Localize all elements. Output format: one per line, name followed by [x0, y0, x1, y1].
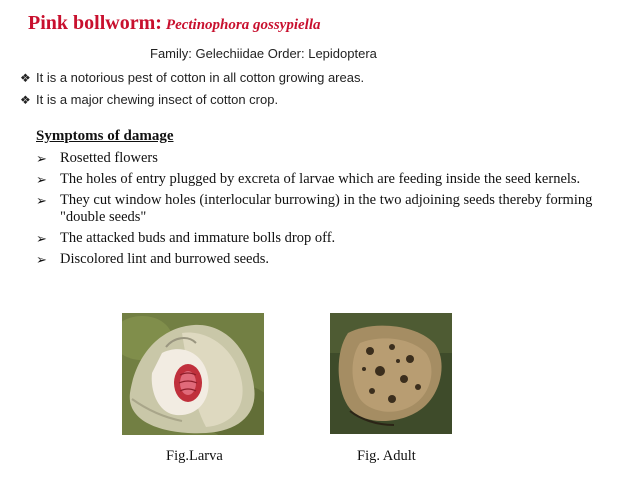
larva-illustration [122, 313, 264, 435]
species-name: Pectinophora gossypiella [165, 17, 321, 33]
larva-caption: Fig.Larva [166, 448, 223, 464]
symptoms-heading: Symptoms of damage [36, 128, 174, 144]
intro-bullet-text: It is a notorious pest of cotton in all cotton growing areas. [36, 70, 365, 85]
list-item [36, 230, 608, 247]
taxonomy-line: Family: Gelechiidae Order: Lepidoptera [150, 46, 377, 61]
arrow-bullet-icon: ➢ [36, 172, 47, 187]
common-name: Pink bollworm: [28, 12, 162, 34]
intro-bullet [20, 92, 278, 107]
list-item [36, 192, 608, 226]
symptom-text: Rosetted flowers [60, 150, 158, 166]
page-title [28, 12, 320, 35]
symptom-text: Discolored lint and burrowed seeds. [60, 251, 269, 267]
symptom-text: The attacked buds and immature bolls drop off. [60, 230, 336, 246]
adult-moth-photo [330, 313, 452, 434]
list-item [36, 150, 608, 167]
list-item [36, 251, 608, 268]
symptom-text: They cut window holes (interlocular burrowing) in the two adjoining seeds thereby forming "double seeds" [60, 192, 593, 225]
diamond-bullet-icon: ❖ [20, 71, 31, 85]
diamond-bullet-icon: ❖ [20, 93, 31, 107]
arrow-bullet-icon: ➢ [36, 151, 47, 166]
adult-moth-illustration [330, 313, 452, 434]
intro-bullet [20, 70, 364, 85]
symptom-text: The holes of entry plugged by excreta of larvae which are feeding inside the seed kernels. [60, 171, 581, 187]
intro-bullet-text: It is a major chewing insect of cotton crop. [36, 92, 279, 107]
arrow-bullet-icon: ➢ [36, 252, 47, 267]
arrow-bullet-icon: ➢ [36, 193, 47, 208]
symptoms-list [36, 150, 608, 272]
list-item [36, 171, 608, 188]
arrow-bullet-icon: ➢ [36, 231, 47, 246]
adult-caption: Fig. Adult [357, 448, 416, 464]
larva-photo [122, 313, 264, 435]
